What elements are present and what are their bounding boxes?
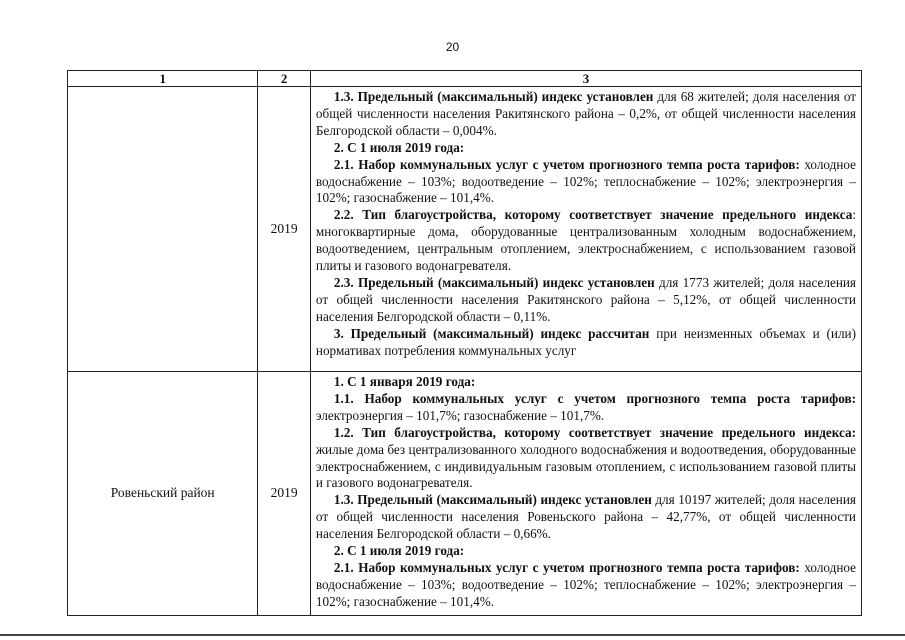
paragraph: 1.1. Набор коммунальных услуг с учетом прогнозного темпа роста тарифов: электроэнергия – 101,7%; газоснабжение – 101,7%. [315,390,856,423]
region-cell: Ровеньский район [68,372,258,616]
paragraph: 1.3. Предельный (максимальный) индекс установлен для 10197 жителей; доля населения от общей численности населения Ровеньского района – 42,77%, от общей численности населения Белгородской области – 0,66%. [315,492,856,542]
paragraph: 1. С 1 января 2019 года: [333,374,476,389]
table-row [68,372,862,616]
column-header-2: 2 [258,71,310,87]
paragraph: 2. С 1 июля 2019 года: [333,139,465,155]
scan-edge-line [0,634,905,636]
year-cell: 2019 [258,87,310,372]
description-cell [310,372,861,616]
paragraph: 2.3. Предельный (максимальный) индекс установлен для 1773 жителей; доля населения от общей численности населения Ракитянского района – 5,12%, от общей численности населения Белгородской области – 0,11%. [315,274,856,324]
table-row [68,87,862,372]
tariff-table [67,70,862,616]
table-header-row [68,71,862,87]
paragraph: 2. С 1 июля 2019 года: [333,543,465,559]
paragraph: 3. Предельный (максимальный) индекс рассчитан при неизменных объемах и (или) нормативах потребления коммунальных услуг [315,325,857,358]
paragraph: 2.1. Набор коммунальных услуг с учетом прогнозного темпа роста тарифов: холодное водоснабжение – 103%; водоотведение – 102%; теплоснабжение – 102%; электроэнергия – 102%; газоснабжение – 101,4%. [315,559,856,609]
year-cell: 2019 [258,372,310,616]
paragraph: 1.3. Предельный (максимальный) индекс установлен для 68 жителей; доля населения от общей численности населения Ракитянского района – 0,2%, от общей численности населения Белгородской области – 0,004%. [315,89,856,138]
column-header-3: 3 [310,71,861,87]
page-number: 20 [445,40,460,54]
column-header-1: 1 [68,71,258,87]
paragraph: 2.2. Тип благоустройства, которому соответствует значение предельного индекса: многоквартирные дома, оборудованные централизованным холодным водоснабжением, водоотведением, центральным отоплением, электроснабжением, с использованием газовой плиты и газового водонагревателя. [315,207,856,274]
paragraph: 1.2. Тип благоустройства, которому соответствует значение предельного индекса: жилые дома без централизованного холодного водоснабжения и водоотведения, оборудованные электроснабжением, с индивидуальным газовым отоплением, с использованием газовой плиты и газового водонагревателя. [315,424,856,491]
paragraph: 2.1. Набор коммунальных услуг с учетом прогнозного темпа роста тарифов: холодное водоснабжение – 103%; водоотведение – 102%; теплоснабжение – 102%; электроэнергия – 102%; газоснабжение – 101,4%. [315,156,856,206]
region-cell [68,87,258,372]
description-cell [310,87,861,372]
